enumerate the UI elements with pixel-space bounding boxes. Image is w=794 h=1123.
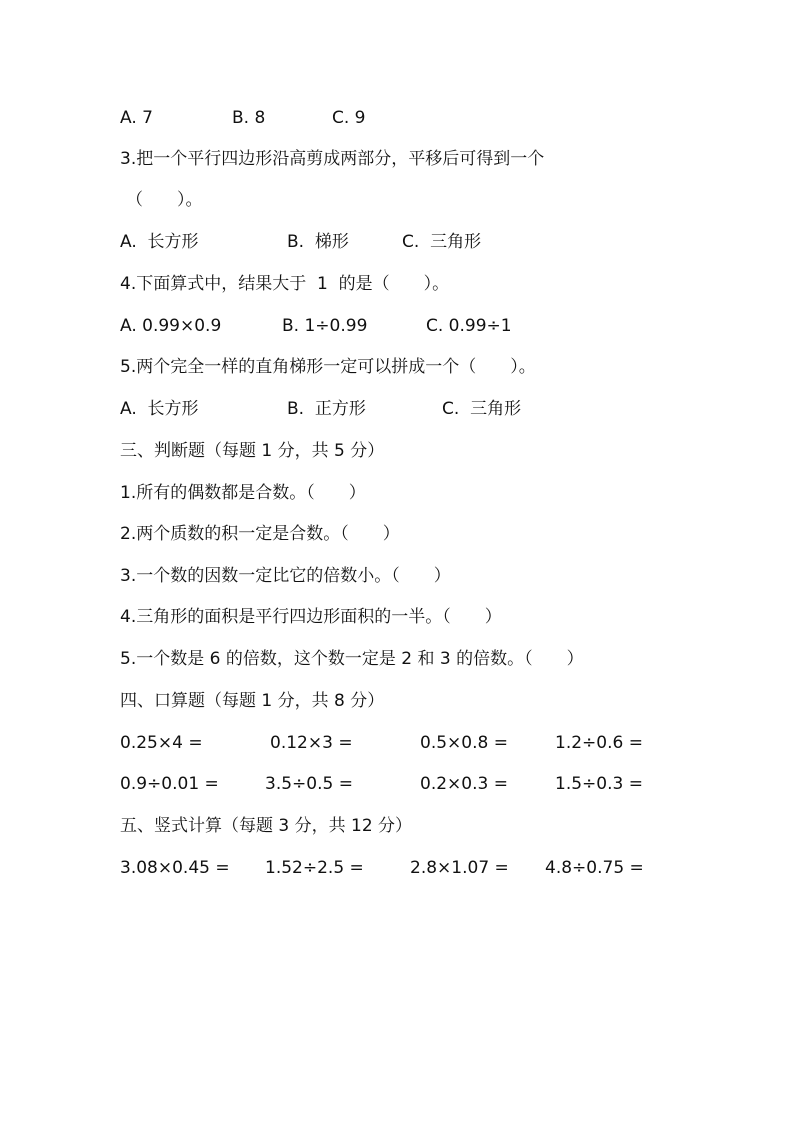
- section5-heading: 五、竖式计算（每题 3 分，共 12 分）: [120, 816, 413, 836]
- vertical-calc-item: 4.8÷0.75 =: [545, 858, 644, 878]
- section3-heading: 三、判断题（每题 1 分，共 5 分）: [120, 441, 385, 461]
- oral-calc-item: 0.12×3 =: [270, 733, 353, 753]
- vertical-calc-item: 1.52÷2.5 =: [265, 858, 364, 878]
- q3-option-c: C. 三角形: [402, 232, 482, 252]
- q4-option-c: C. 0.99÷1: [426, 316, 512, 336]
- tf-item-2: 2.两个质数的积一定是合数。（ ）: [120, 524, 400, 544]
- oral-calc-item: 0.25×4 =: [120, 733, 203, 753]
- q3-option-b: B. 梯形: [287, 232, 349, 252]
- q5-option-c: C. 三角形: [442, 399, 522, 419]
- oral-calc-item: 1.5÷0.3 =: [555, 774, 643, 794]
- section4-heading: 四、口算题（每题 1 分，共 8 分）: [120, 691, 385, 711]
- oral-calc-item: 0.9÷0.01 =: [120, 774, 219, 794]
- vertical-calc-item: 3.08×0.45 =: [120, 858, 230, 878]
- q2-option-c: C. 9: [332, 108, 366, 128]
- q3-stem: 3.把一个平行四边形沿高剪成两部分，平移后可得到一个: [120, 149, 545, 169]
- q2-option-b: B. 8: [232, 108, 266, 128]
- q3-stem-continued: （ ）。: [126, 190, 203, 210]
- q4-stem: 4.下面算式中，结果大于 1 的是（ ）。: [120, 274, 450, 294]
- q4-option-a: A. 0.99×0.9: [120, 316, 222, 336]
- q2-option-a: A. 7: [120, 108, 153, 128]
- q4-option-b: B. 1÷0.99: [282, 316, 368, 336]
- q5-option-a: A. 长方形: [120, 399, 199, 419]
- vertical-calc-item: 2.8×1.07 =: [410, 858, 509, 878]
- tf-item-4: 4.三角形的面积是平行四边形面积的一半。（ ）: [120, 607, 502, 627]
- oral-calc-item: 0.2×0.3 =: [420, 774, 508, 794]
- tf-item-1: 1.所有的偶数都是合数。（ ）: [120, 483, 366, 503]
- q5-option-b: B. 正方形: [287, 399, 366, 419]
- oral-calc-item: 1.2÷0.6 =: [555, 733, 643, 753]
- tf-item-5: 5.一个数是 6 的倍数，这个数一定是 2 和 3 的倍数。（ ）: [120, 649, 584, 669]
- oral-calc-item: 3.5÷0.5 =: [265, 774, 353, 794]
- q3-option-a: A. 长方形: [120, 232, 199, 252]
- q5-stem: 5.两个完全一样的直角梯形一定可以拼成一个（ ）。: [120, 357, 536, 377]
- tf-item-3: 3.一个数的因数一定比它的倍数小。（ ）: [120, 566, 451, 586]
- oral-calc-item: 0.5×0.8 =: [420, 733, 508, 753]
